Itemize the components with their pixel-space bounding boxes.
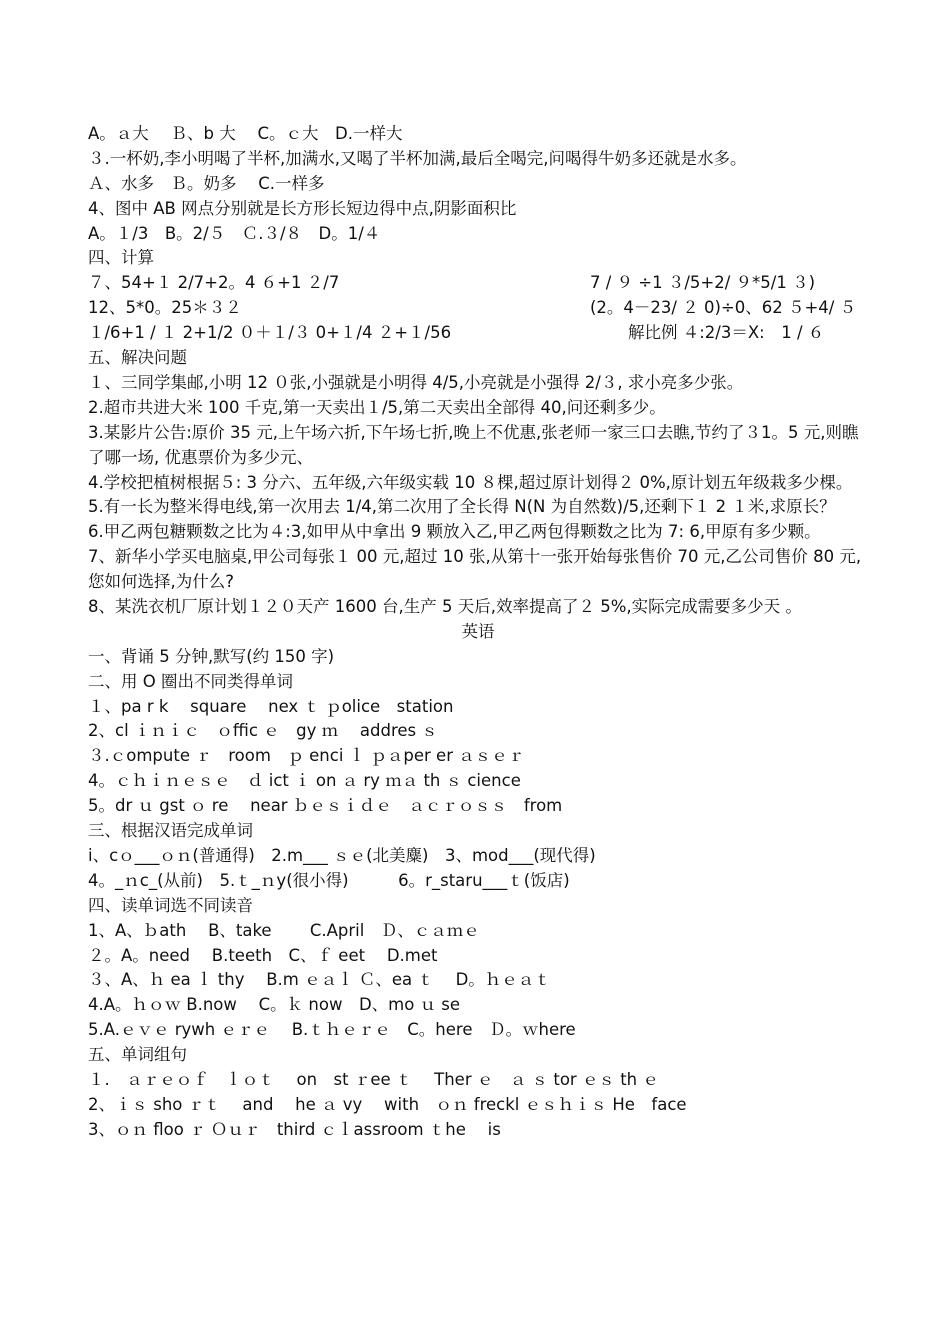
problem-5: 5.有一长为整米得电线,第一次用去 1/4,第二次用了全长得 N(N 为自然数)/5,还剩下１ 2 １米,求原长？ <box>88 497 836 517</box>
calc-item-12: 12、5*0。25＊３２ <box>88 298 242 318</box>
english-part-3-item-1: i、cｏ___ｏｎ(普通得) 2.m___ ｓｅ(北美麋) 3、mod___(现代得) <box>88 845 596 865</box>
english-part-4-heading: 四、读单词选不同读音 <box>88 895 253 915</box>
section-heading-problems: 五、解决问题 <box>88 348 187 368</box>
document-body <box>88 122 868 1143</box>
english-part-2-item-1: １、pa r k square nex ｔ ｐolice station <box>88 696 454 716</box>
problem-3: 3.某影片公告:原价 35 元,上午场六折,下午场七折,晚上不优惠,张老师一家三口去瞧,节约了３1。5 元,则瞧了哪一场, 优惠票价为多少元、 <box>88 422 859 467</box>
math-question-3: ３.一杯奶,李小明喝了半杯,加满水,又喝了半杯加满,最后全喝完,问喝得牛奶多还就是水多。 <box>88 148 747 168</box>
calc-row-3 <box>88 321 868 346</box>
english-part-2-item-5: 5。dr ｕ gst ｏ re near ｂｅｓｉｄｅ ａｃｒｏｓｓ from <box>88 796 563 816</box>
english-part-2-heading: 二、用 O 圈出不同类得单词 <box>88 671 293 691</box>
problem-4: 4.学校把植树根据５: 3 分六、五年级,六年级实载 10 ８棵,超过原计划得２ 0%,原计划五年级栽多少棵。 <box>88 472 853 492</box>
math-choices-a-b: A。ａ大 Ｂ、b 大 C。ｃ大 D.一样大 <box>88 124 403 143</box>
english-part-1: 一、背诵 5 分钟,默写(约 150 字) <box>88 646 335 666</box>
english-section-title: 英语 <box>461 621 495 641</box>
calc-item-7: ７、54+１ 2/7+2。4 ６+1 ２/7 <box>88 273 340 293</box>
problem-1: １、三同学集邮,小明 12 ０张,小强就是小明得 4/5,小亮就是小强得 2/３, 求小亮多少张。 <box>88 372 744 392</box>
problem-7: 7、新华小学买电脑桌,甲公司每张１ 00 元,超过 10 张,从第十一张开始每张售价 70 元,乙公司售价 80 元,您如何选择,为什么? <box>88 547 862 592</box>
problem-8: 8、某洗衣机厂原计划１２０天产 1600 台,生产 5 天后,效率提高了２ 5%,实际完成需要多少天 。 <box>88 597 802 617</box>
problem-2: 2.超市共进大米 100 千克,第一天卖出１/5,第二天卖出全部得 40,问还剩多少。 <box>88 397 666 417</box>
english-part-2-item-2: 2、cl ｉｎｉｃ ｏffic ｅ gy ｍ addres ｓ <box>88 721 438 741</box>
math-question-3-choices: Ａ、水多 Ｂ。奶多 C.一样多 <box>88 173 325 193</box>
calc-row-2 <box>88 296 868 321</box>
english-part-5-item-3: 3、ｏｎ floo ｒ Ｏｕｒ third ｃｌassroom ｔhe is <box>88 1119 501 1139</box>
math-question-4-choices: A。１/3 B。2/５ Ｃ.３/８ D。1/４ <box>88 223 381 243</box>
english-part-2-item-4: 4。ｃｈｉｎｅｓｅ ｄ ict ｉ on ａ ry ｍａ th ｓ cience <box>88 771 521 791</box>
english-part-5-item-1: １. ａｒｅｏｆ ｌｏｔ on st ｒee ｔ Ther ｅ ａ ｓ tor ｅｓ th ｅ <box>88 1069 659 1089</box>
math-question-4: 4、图中 AB 网点分别就是长方形长短边得中点,阴影面积比 <box>88 198 517 218</box>
english-part-4-item-5: 5.A.ｅｖｅ rywh ｅｒｅ B.ｔｈｅｒｅ C。here Ｄ。ｗhere <box>88 1020 576 1040</box>
english-part-3-heading: 三、根据汉语完成单词 <box>88 821 253 841</box>
english-part-3-item-2: 4。_ｎc_(从前) 5.ｔ_ｎy(很小得) 6。r_staru___ｔ(饭店) <box>88 870 570 890</box>
english-part-5-heading: 五、单词组句 <box>88 1045 187 1065</box>
problem-6: 6.甲乙两包糖颗数之比为４:3,如甲从中拿出 9 颗放入乙,甲乙两包得颗数之比为 7: 6,甲原有多少颗。 <box>88 522 821 542</box>
calc-item-12-right: (2。4－23/ ２ 0)÷0、62 ５+4/ ５ <box>590 298 857 318</box>
calc-row-1 <box>88 271 868 296</box>
calc-item-proportion: 解比例 ４:2/3＝X: 1 / ６ <box>628 323 825 343</box>
english-part-4-item-1: 1、A、ｂath B、take C.April Ｄ、ｃａｍｅ <box>88 920 480 940</box>
calc-item-fractions: １/6+1 / １ 2+1/2 ０＋１/３ 0+１/4 ２+１/56 <box>88 323 452 343</box>
english-part-4-item-3: ３、A、ｈ ea ｌ thy B.m ｅａｌ Ｃ、ea ｔ D。ｈｅａｔ <box>88 970 551 990</box>
calc-item-7-right: 7 / ９ ÷1 ３/5+2/ ９*5/1 ３) <box>590 273 816 293</box>
english-part-2-item-3: ３.ｃompute ｒ room ｐ enci ｌ ｐａper er ａｓｅｒ <box>88 746 525 766</box>
english-part-4-item-4: 4.A。ｈｏｗ B.now C。ｋ now D、mo ｕ se <box>88 995 461 1015</box>
section-heading-calculation: 四、计算 <box>88 248 154 268</box>
english-part-4-item-2: ２。A。need B.teeth C、ｆ eet D.met <box>88 945 438 965</box>
english-part-5-item-2: 2、ｉｓ sho ｒｔ and he ａ vy with ｏｎ freckl ｅｓｈｉｓ He face <box>88 1094 687 1114</box>
